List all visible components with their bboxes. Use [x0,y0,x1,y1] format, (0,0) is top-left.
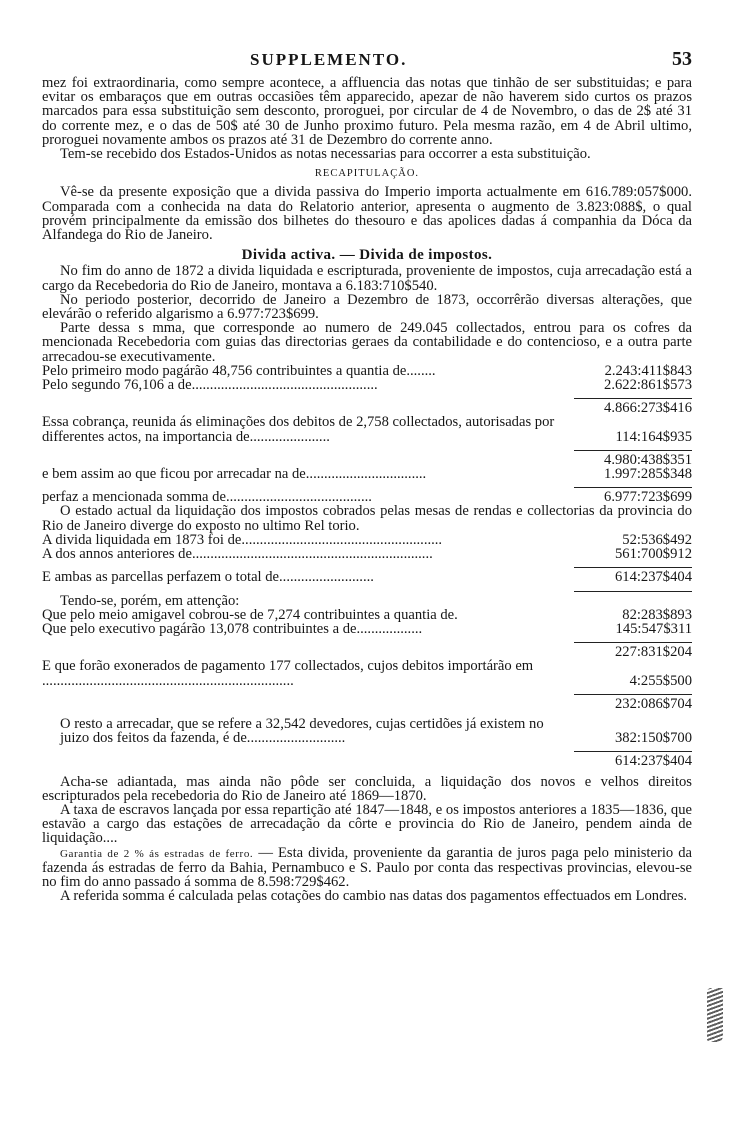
sum-rule [574,694,692,695]
sum-rule [574,591,692,592]
ledger-total [42,570,692,584]
ledger-line [42,622,692,636]
ledger-amount: 227:831$204 [614,644,692,661]
closing-paragraph-2: A taxa de escravos lançada por essa repartição até 1847—1848, e os impostos anteriores a 1835—1836, que estavão a cargo das estações de arrecadação da côrte e provincia do Rio de Janeiro, pendem ainda de liquidação.... [42,801,692,847]
ledger-amount: 52:536$492 [622,531,692,548]
ledger-label: A divida liquidada em 1873 foi de....................................................... [42,532,443,548]
ledger-amount: 614:237$404 [614,569,692,586]
ledger-line [42,378,692,392]
ledger-amount: 614:237$404 [614,753,692,770]
ledger-line [42,608,692,622]
ledger-label: Essa cobrança, reunida ás eliminações dos debitos de 2,758 collectados, autorisadas por differentes actos, na importancia de...................... [42,414,555,445]
ledger-line [42,364,692,378]
ledger-line [42,533,692,547]
ledger-recebedoria [42,364,692,505]
taxes-paragraph-2: No periodo posterior, decorrido de Janeiro a Dezembro de 1873, occorrêrão diversas alterações, que elevárão o referido algarismo a 6.977:723$699. [42,291,692,323]
guarantee-paragraph [42,846,692,890]
ledger-intro: Tendo-se, porém, em attenção: [60,592,240,609]
ledger-total [42,490,692,504]
ledger-amount: 4.866:273$416 [604,400,692,417]
ledger-amount: 114:164$935 [615,428,692,445]
taxes-paragraph-3: Parte dessa s mma, que corresponde ao numero de 249.045 collectados, entrou para os cofres da mencionada Recebedoria com guias das directorias geraes da contabilidade e do contencioso, e a outra parte arrecadou-se executivamente. [42,320,692,365]
ledger-amount: 2.243:411$843 [604,362,692,379]
ledger-amount: 4:255$500 [629,672,692,689]
ledger-amount: 561:700$912 [614,546,692,563]
page-header [0,48,736,72]
ledger-amount: 1.997:285$348 [604,466,692,483]
recapitulation-paragraph: Vê-se da presente exposição que a divida passiva do Imperio importa actualmente em 616.789:057$000. Comparada com a conhecida na data do Relatorio anterior, apresenta o augmento de 3.823:088$, o qual provém principalmente da emissão dos bilhetes do thesouro e das apolices dadas á companhia da Dóca da Alfandega do Rio de Janeiro. [42,184,692,244]
ledger-label: Pelo segundo 76,106 a de................................................... [42,378,378,393]
ledger-amount: 2.622:861$573 [604,377,692,394]
page-number: 53 [672,48,692,70]
sum-rule [574,398,692,399]
ledger-line [42,547,692,561]
provincial-paragraph: O estado actual da liquidação dos impostos cobrados pelas mesas de rendas e collectorias da provincia do Rio de Janeiro diverge do exposto no ultimo Rel torio. [42,503,692,534]
ledger-amount: 6.977:723$699 [604,489,692,506]
section-heading: Divida activa. — Divida de impostos. [241,247,493,264]
ledger-line [42,415,692,443]
opening-paragraph: mez foi extraordinaria, como sempre acontece, a affluencia das notas que tinhão de ser substituidas; e para evitar os embaraços que em outras occasiões têm apparecido, apezar de não haverem sido curtos os prazos marcados para essa substituição sem desconto, proroguei, por circular de 4 de Novembro, o das de 2$ até 31 do corrente mez, e o das de 50$ até 30 de Junho proximo futuro. Pela mesma razão, em 4 de Abril ultimo, proroguei novamente ambos os prazos até 31 de Dezembro do corrente anno. [42,75,692,148]
ledger-subtotal [42,697,692,711]
ledger-line [42,717,692,745]
ledger-label: e bem assim ao que ficou por arrecadar na de................................. [42,467,427,482]
ledger-provincial [42,533,692,769]
ledger-amount: 82:283$893 [622,606,692,623]
sum-rule [574,450,692,451]
closing-paragraph-1: Acha-se adiantada, mas ainda não pôde ser concluida, a liquidação dos novos e velhos direitos escripturados pela recebedoria do Rio de Janeiro até 1869—1870. [42,773,692,804]
sum-rule [574,567,692,568]
recapitulation-heading: RECAPITULAÇÃO. [314,168,420,180]
ledger-amount: 4.980:438$351 [604,451,692,468]
ledger-total [42,754,692,768]
ledger-label: Que pelo executivo pagárão 13,078 contribuintes a de.................. [42,621,423,637]
ledger-label: E que forão exonerados de pagamento 177 collectados, cujos debitos importárão em ..................................................................... [42,658,534,689]
ledger-line [42,659,692,687]
closing-paragraph-3: A referida somma é calculada pelas cotações do cambio nas datas dos pagamentos effectuados em Londres. [60,888,688,905]
ledger-amount: 382:150$700 [614,730,692,747]
sum-rule [574,487,692,488]
page-body [42,76,692,903]
ledger-subtotal [42,453,692,467]
ledger-label: A dos annos anteriores de.................................................................. [42,547,433,562]
running-title: SUPPLEMENTO. [250,50,408,69]
ledger-amount: 232:086$704 [614,695,692,712]
margin-ink-smudge [707,988,723,1042]
ledger-label: perfaz a mencionada somma de........................................ [42,490,372,505]
ledger-label: O resto a arrecadar, que se refere a 32,542 devedores, cujas certidões já existem no juizo dos feitos da fazenda, é de........................... [60,715,544,747]
ledger-label: Pelo primeiro modo pagárão 48,756 contribuintes a quantia de........ [42,363,436,379]
sum-rule [574,751,692,752]
ledger-label: E ambas as parcellas perfazem o total de.......................... [42,570,374,585]
ledger-subtotal [42,401,692,415]
sum-rule [574,642,692,643]
ledger-label: Que pelo meio amigavel cobrou-se de 7,274 contribuintes a quantia de. [42,607,458,622]
notes-received-paragraph: Tem-se recebido dos Estados-Unidos as notas necessarias para occorrer a esta substituição. [60,146,591,163]
ledger-line [42,467,692,481]
ledger-subtotal [42,645,692,659]
taxes-paragraph-1: No fim do anno de 1872 a divida liquidada e escripturada, proveniente de impostos, cuja arrecadação está a cargo da Recebedoria do Rio de Janeiro, montava a 6.183:710$540. [42,263,692,294]
ledger-amount: 145:547$311 [615,620,692,637]
guarantee-text: — Esta divida, proveniente da garantia de juros paga pelo ministerio da fazenda ás estradas de ferro da Bahia, Pernambuco e S. Paulo por conta das respectivas provincias, elevou-se no fim do anno passado á somma de 8.598:729$462. [42,844,692,890]
guarantee-label: Garantia de 2 % ás estradas de ferro. [60,847,254,860]
